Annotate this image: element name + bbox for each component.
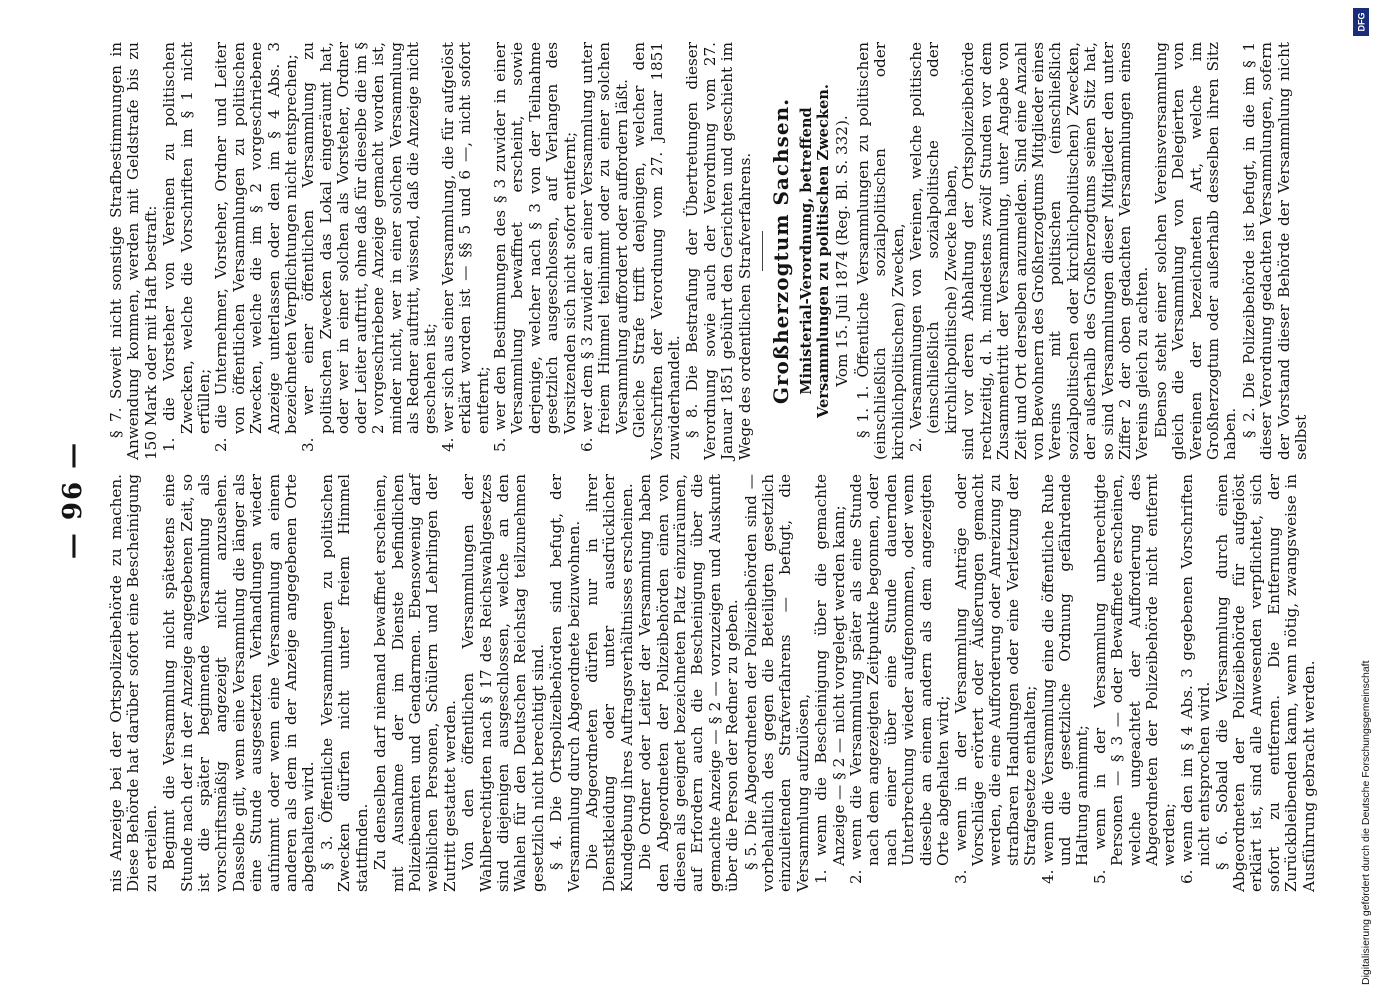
list-item: 6. wenn den im § 4 Abs. 3 gegebenen Vorschriften nicht entsprochen wird. <box>1177 474 1214 884</box>
list-item: 2. die Unternehmer, Vorsteher, Ordner und Leiter von öffentlichen Versammlungen zu politischen Zwecken, welche die im § 2 vorgeschriebene Anzeige unterlassen oder den im § 4 Abs. 3 bezeichneten Verpflichtungen nicht entsprechen; <box>212 42 301 452</box>
section-title: Großherzogtum Sachsen. <box>769 97 794 405</box>
list-item: 4. wer sich aus einer Versammlung, die für aufgelöst erklärt worden ist — §§ 5 und 6 —, nicht sofort entfernt; <box>438 42 492 452</box>
list-item: 2. Versammlungen von Vereinen, welche politische (einschließlich sozialpolitische oder kirchlichpolitische) Zwecke haben, <box>907 42 960 452</box>
list-item: 5. wenn in der Versammlung unberechtigte Personen — § 3 — oder Bewaffnete erscheinen, welche ungeachtet der Aufforderung des Abgeordneten der Polizeibehörde nicht entfernt werden; <box>1090 474 1179 884</box>
paragraph: Zu denselben darf niemand bewaffnet erscheinen, mit Ausnahme der im Dienste befindlichen Polizeibeamten und Gendarmen. Ebensowenig darf weiblichen Personen, Schülern und Lehrlingen der Zutritt gestattet werden. <box>371 474 459 892</box>
paragraph: § 3. Öffentliche Versammlungen zu politischen Zwecken dürfen nicht unter freiem Himmel stattfinden. <box>317 474 371 892</box>
divider <box>762 231 763 271</box>
paragraph: § 6. Sobald die Versammlung durch einen Abgeordneten der Polizeibehörde für aufgelöst erklärt ist, sind alle Anwesenden verpflichtet, sich sofort zu entfernen. Die Entfernung der Zurückbleibenden kann, wenn nötig, zwangsweise in Ausführung gebracht werden. <box>1212 474 1318 892</box>
list-item: 5. wer den Bestimmungen des § 3 zuwider in einer Versammlung bewaffnet erscheint, sowie derjenige, welcher nach § 3 von der Teilnahme gesetzlich ausgeschlossen, auf Verlangen des Vorsitzenden sich nicht sofort entfernt; <box>490 42 579 452</box>
paragraph: § 7. Soweit nicht sonstige Strafbestimmungen in Anwendung kommen, werden mit Geldstrafe bis zu 150 Mark oder mit Haft bestraft: <box>107 42 160 460</box>
list-item: 2. wenn die Versammlung später als eine Stunde nach dem angezeigten Zeitpunkte begonnen, oder nach einer über eine Stunde dauernden Unterbrechung wieder aufgenommen, oder wenn dieselbe an einem andern als dem angezeigten Orte abgehalten wird; <box>847 474 953 884</box>
decree-date: Vom 15. Juli 1874 (Reg. Bl. S. 332). <box>833 115 852 387</box>
list-item: 3. wer einer öffentlichen Versammlung zu politischen Zwecken das Lokal eingeräumt hat, oder wer in einer solchen als Vorsteher, Ordner oder Leiter auftritt, ohne daß für dieselbe die im § 2 vorgeschriebene Anzeige gemacht worden ist, minder nicht, wer in einer solchen Versammlung als Redner auftritt, wissend, daß die Anzeige nicht geschehen ist; <box>299 42 440 452</box>
decree-title: Ministerial-Verordnung, betreffend Versammlungen zu politischen Zwecken. <box>798 84 833 418</box>
list-item: 1. wenn die Bescheinigung über die gemachte Anzeige — § 2 — nicht vorgelegt werden kann; <box>812 474 848 884</box>
list-item: 6. wer dem § 3 zuwider an einer Versammlung unter freiem Himmel teilnimmt oder zu einer solchen Versammlung auffordert oder auffordern läßt. <box>577 42 631 452</box>
paragraph: § 1. 1. Öffentliche Versammlungen zu politischen (einschließlich sozialpolitischen oder kirchlichpolitischen) Zwecken, <box>853 42 907 460</box>
paragraph: Von den öffentlichen Versammlungen der Wahlberechtigten nach § 17 des Reichswahlgesetzes sind diejenigen ausgeschlossen, welche an den Wahlen für den Deutschen Reichstag teilzunehmen gesetzlich nicht berechtigt sind. <box>459 474 547 892</box>
page-number: — 96 — <box>58 440 88 560</box>
paragraph: § 8. Die Bestrafung der Übertretungen dieser Verordnung sowie auch der Verordnung vom 27. Januar 1851 gebührt den Gerichten und geschieht im Wege des ordentlichen Strafverfahrens. <box>683 42 754 460</box>
paragraph: Gleiche Strafe trifft denjenigen, welcher den Vorschriften der Verordnung vom 27. Januar 1851 zuwiderhandelt. <box>630 42 683 460</box>
paragraph: § 2. Die Polizeibehörde ist befugt, in die im § 1 dieser Verordnung gedachten Versammlungen, sofern der Vorstand dieser Behörde der Versammlung nicht selbst <box>1239 42 1310 460</box>
right-column <box>108 42 1311 460</box>
dfg-logo-text: DFG <box>1356 12 1366 32</box>
list-item: 4. wenn die Versammlung eine die öffentliche Ruhe und die gesetzliche Ordnung gefährdende Haltung annimmt; <box>1038 474 1092 884</box>
paragraph: nis Anzeige bei der Ortspolizeibehörde zu machen. Diese Behörde hat darüber sofort eine Bescheinigung zu erteilen. <box>107 474 160 892</box>
paragraph: § 5. Die Abgeordneten der Polizeibehörden sind — vorbehaltlich des gegen die Beteiligten gesetzlich einzuleitenden Strafverfahrens — befugt, die Versammlung aufzulösen, <box>741 474 812 892</box>
list-item: 1. die Vorsteher von Vereinen zu politischen Zwecken, welche die Vorschriften im § 1 nicht erfüllen; <box>160 42 214 452</box>
paragraph: Die Abgeordneten dürfen nur in ihrer Dienstkleidung oder unter ausdrücklicher Kundgebung ihres Auftragsverhältnisses erscheinen. <box>582 474 636 892</box>
list-item: 3. wenn in der Versammlung Anträge oder Vorschläge erörtert oder Äußerungen gemacht werden, die eine Aufforderung oder Anreizung zu strafbaren Handlungen oder eine Verletzung der Strafgesetze enthalten; <box>951 474 1040 884</box>
paragraph: sind vor deren Abhaltung der Ortspolizeibehörde rechtzeitig, d. h. mindestens zwölf Stunden vor dem Zusammentritt der Versammlung, unter Angabe von Zeit und Ort derselben anzumelden. Sind eine Anzahl von Bewohnern des Großherzogtums Mitglieder eines Vereins mit politischen (einschließlich sozialpolitischen oder kirchlichpolitischen) Zwecken, der außerhalb des Großherzogtums seinen Sitz hat, so sind Versammlungen dieser Mitglieder den unter Ziffer 2 der oben gedachten Versammlungen eines Vereins gleich zu achten. <box>959 42 1152 460</box>
dfg-logo <box>1353 8 1369 36</box>
left-column <box>108 474 1319 892</box>
digitization-note: Digitalisierung gefördert durch die Deutsche Forschungsgemeinschaft <box>1360 660 1372 985</box>
paragraph: Ebenso steht einer solchen Vereinsversammlung gleich die Versammlung von Delegierten von Vereinen der bezeichneten Art, welche im Großherzogtum oder außerhalb desselben ihren Sitz haben. <box>1151 42 1240 460</box>
paragraph: Beginnt die Versammlung nicht spätestens eine Stunde nach der in der Anzeige angegebenen Zeit, so ist die später beginnende Versammlung als vorschriftsmäßig angezeigt nicht anzusehen. Dasselbe gilt, wenn eine Versammlung die länger als eine Stunde ausgesetzten Verhandlungen wieder aufnimmt oder wenn eine Versammlung an einem anderen als dem in der Anzeige angegebenen Orte abgehalten wird. <box>160 474 318 892</box>
paragraph: § 4. Die Ortspolizeibehörden sind befugt, der Versammlung durch Abgeordnete beizuwohnen. <box>547 474 583 892</box>
paragraph: Die Ordner oder Leiter der Versammlung haben den Abgeordneten der Polizeibehörden einen von diesen als geeignet bezeichneten Platz einzuräumen, auf Erfordern auch die Bescheinigung über die gemachte Anzeige — § 2 — vorzuzeigen und Auskunft über die Person der Redner zu geben. <box>636 474 742 892</box>
